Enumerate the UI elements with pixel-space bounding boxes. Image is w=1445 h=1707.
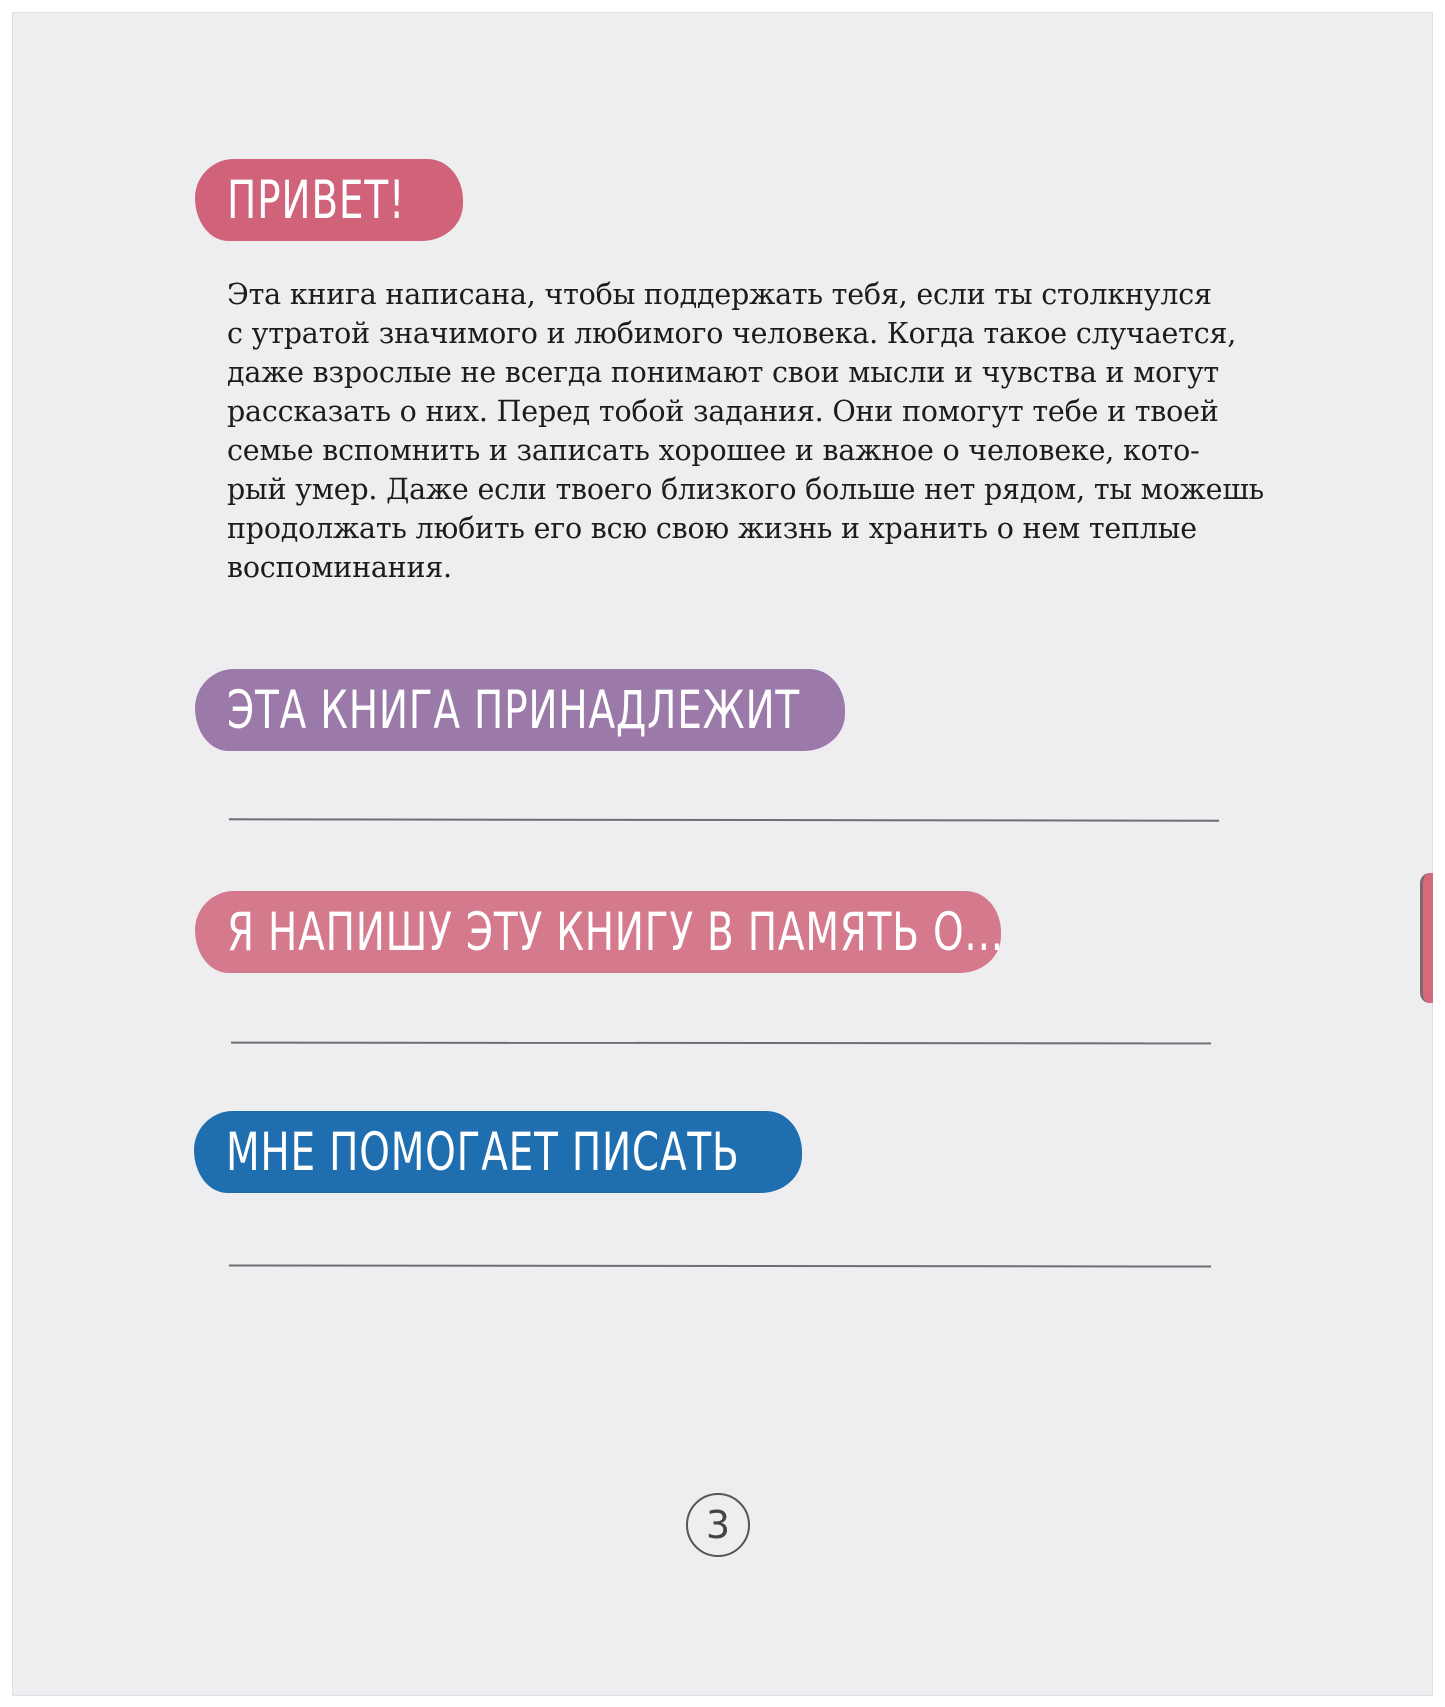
- intro-line: продолжать любить его всю свою жизнь и хранить о нем теплые: [227, 512, 1197, 545]
- intro-line: семье вспомнить и записать хорошее и важное о человеке, кото-: [227, 434, 1200, 467]
- greeting-heading-text: ПРИВЕТ!: [227, 169, 406, 231]
- intro-line: даже взрослые не всегда понимают свои мысли и чувства и могут: [227, 356, 1219, 389]
- helper-label: [194, 1111, 802, 1193]
- book-page: [12, 12, 1433, 1696]
- helper-label-text: МНЕ ПОМОГАЕТ ПИСАТЬ: [226, 1121, 740, 1183]
- owner-label: [195, 669, 845, 751]
- intro-line: Эта книга написана, чтобы поддержать тебя, если ты столкнулся: [227, 278, 1212, 311]
- intro-line: с утратой значимого и любимого человека. Когда такое случается,: [227, 317, 1237, 350]
- adjacent-page-edge: [1420, 873, 1433, 1003]
- owner-write-line[interactable]: [229, 818, 1219, 821]
- page-number-circle: [686, 1493, 750, 1557]
- intro-line: воспоминания.: [227, 551, 452, 584]
- memory-label-text: Я НАПИШУ ЭТУ КНИГУ В ПАМЯТЬ О...: [227, 901, 1004, 963]
- memory-write-line[interactable]: [231, 1042, 1211, 1045]
- greeting-heading: [195, 159, 463, 241]
- intro-paragraph: [227, 275, 1307, 587]
- intro-line: рассказать о них. Перед тобой задания. Они помогут тебе и твоей: [227, 395, 1219, 428]
- owner-label-text: ЭТА КНИГА ПРИНАДЛЕЖИТ: [227, 679, 801, 741]
- memory-label: [195, 891, 1004, 973]
- helper-write-line[interactable]: [229, 1264, 1211, 1267]
- page-number: 3: [705, 1503, 731, 1547]
- intro-line: рый умер. Даже если твоего близкого больше нет рядом, ты можешь: [227, 473, 1264, 506]
